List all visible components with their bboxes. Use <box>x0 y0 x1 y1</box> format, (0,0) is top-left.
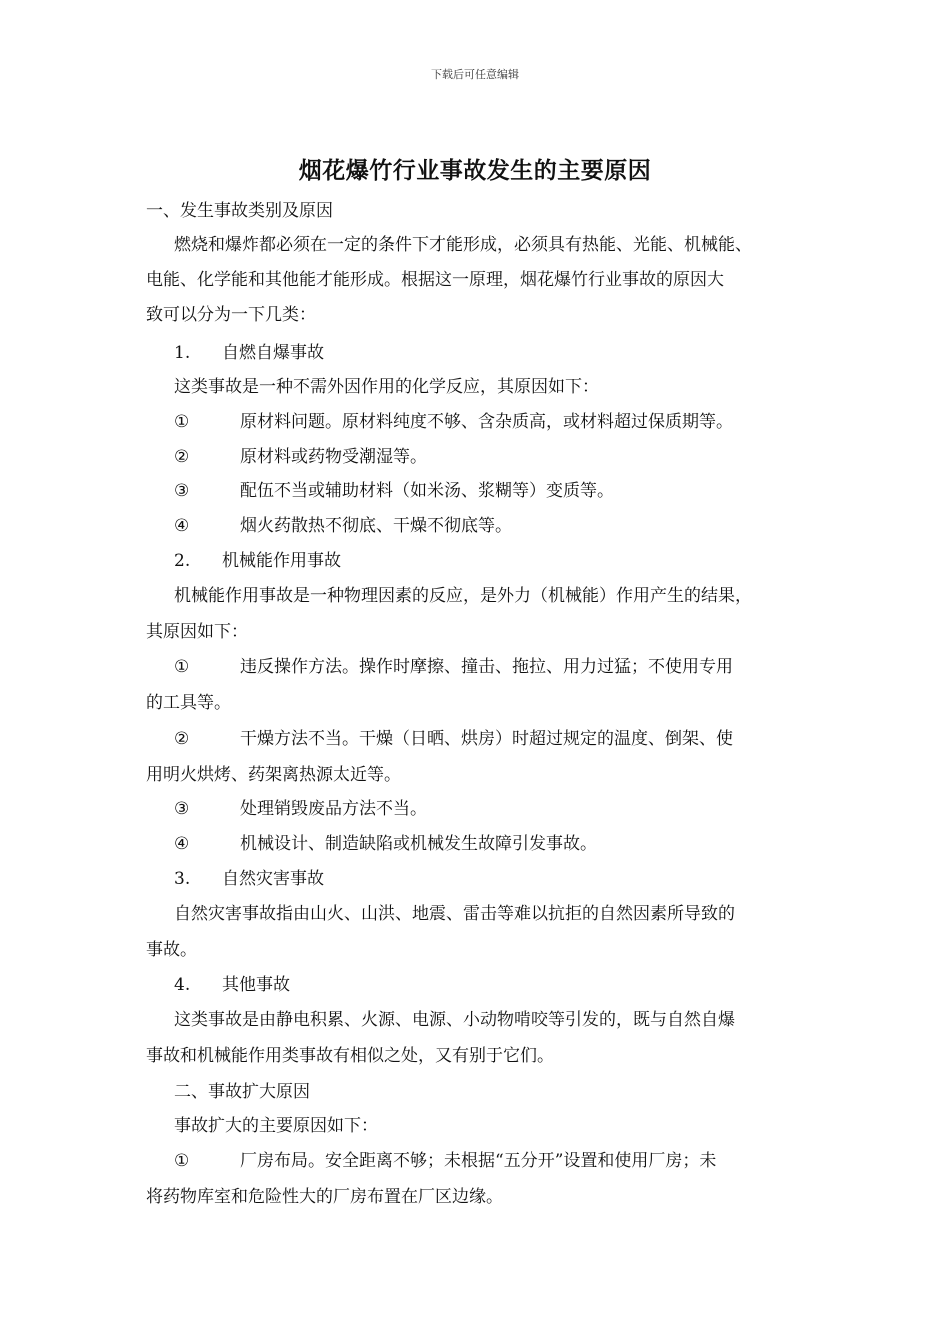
list-item: ③ 处理销毁废品方法不当。 <box>174 799 427 819</box>
list-marker: ④ <box>174 834 190 854</box>
numbered-heading: 1. 自燃自爆事故 <box>174 343 324 363</box>
paragraph-line: 将药物库室和危险性大的厂房布置在厂区边缘。 <box>146 1187 503 1207</box>
list-marker: 3. <box>174 869 191 889</box>
list-marker: ③ <box>174 481 190 501</box>
paragraph-line: 致可以分为一下几类： <box>146 305 316 325</box>
paragraph-line: 事故扩大的主要原因如下： <box>174 1116 378 1136</box>
paragraph-line: 自然灾害事故指由山火、山洪、地震、雷击等难以抗拒的自然因素所导致的 <box>174 904 735 924</box>
paragraph-line: 电能、化学能和其他能才能形成。根据这一原理，烟花爆竹行业事故的原因大 <box>146 270 724 290</box>
paragraph-line: 事故和机械能作用类事故有相似之处，又有别于它们。 <box>146 1046 554 1066</box>
list-marker: ① <box>174 412 190 432</box>
list-item: ④ 机械设计、制造缺陷或机械发生故障引发事故。 <box>174 834 597 854</box>
list-marker: ① <box>174 657 190 677</box>
list-marker: 1. <box>174 343 191 363</box>
list-item: ② 原材料或药物受潮湿等。 <box>174 447 427 467</box>
list-marker: 2. <box>174 551 191 571</box>
numbered-heading: 3. 自然灾害事故 <box>174 869 324 889</box>
list-item: ① 违反操作方法。操作时摩擦、撞击、拖拉、用力过猛；不使用专用 <box>174 657 733 677</box>
list-marker: ④ <box>174 516 190 536</box>
paragraph-line: 的工具等。 <box>146 693 231 713</box>
list-item: ④ 烟火药散热不彻底、干燥不彻底等。 <box>174 516 512 536</box>
section-heading: 一、发生事故类别及原因 <box>146 201 333 221</box>
paragraph-line: 燃烧和爆炸都必须在一定的条件下才能形成，必须具有热能、光能、机械能、 <box>174 235 752 255</box>
page-header: 下载后可任意编辑 <box>431 68 519 81</box>
paragraph-line: 这类事故是由静电积累、火源、电源、小动物啃咬等引发的，既与自然自爆 <box>174 1010 735 1030</box>
list-item: ① 原材料问题。原材料纯度不够、含杂质高，或材料超过保质期等。 <box>174 412 733 432</box>
paragraph-line: 其原因如下： <box>146 622 248 642</box>
numbered-heading: 2. 机械能作用事故 <box>174 551 341 571</box>
paragraph-line: 用明火烘烤、药架离热源太近等。 <box>146 765 401 785</box>
list-item: ① 厂房布局。安全距离不够；未根据“五分开”设置和使用厂房；未 <box>174 1151 717 1171</box>
list-item: ③ 配伍不当或辅助材料（如米汤、浆糊等）变质等。 <box>174 481 614 501</box>
list-marker: ① <box>174 1151 190 1171</box>
section-heading: 二、事故扩大原因 <box>174 1082 310 1102</box>
list-marker: ③ <box>174 799 190 819</box>
document-title: 烟花爆竹行业事故发生的主要原因 <box>298 157 652 184</box>
numbered-heading: 4. 其他事故 <box>174 975 290 995</box>
list-marker: ② <box>174 729 190 749</box>
paragraph-line: 这类事故是一种不需外因作用的化学反应，其原因如下： <box>174 377 599 397</box>
paragraph-line: 事故。 <box>146 940 197 960</box>
list-item: ② 干燥方法不当。干燥（日晒、烘房）时超过规定的温度、倒架、使 <box>174 729 733 749</box>
paragraph-line: 机械能作用事故是一种物理因素的反应，是外力（机械能）作用产生的结果， <box>174 586 752 606</box>
list-marker: ② <box>174 447 190 467</box>
list-marker: 4. <box>174 975 191 995</box>
